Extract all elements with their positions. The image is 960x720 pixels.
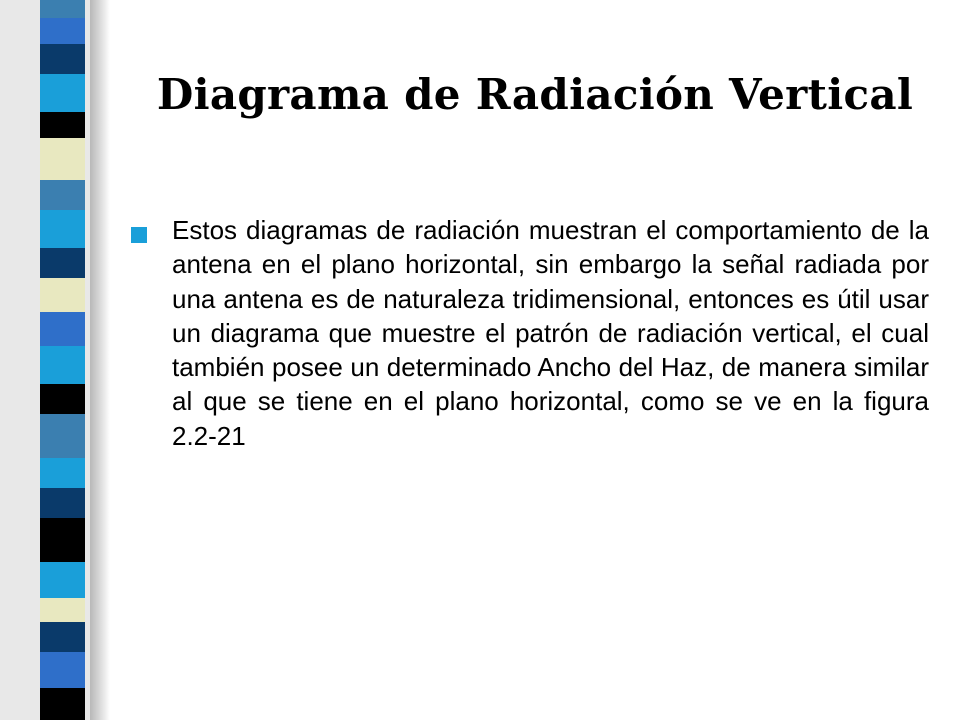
band-block xyxy=(40,180,85,210)
band-block xyxy=(40,278,85,312)
bullet-text: Estos diagramas de radiación muestran el comportamiento de la antena en el plano horizontal, sin embargo la señal radiada por una antena es de naturaleza tridimensional, entonces es útil usar un diagrama que muestre el patrón de radiación vertical, el cual también posee un determinado Ancho del Haz, de manera similar al que se tiene en el plano horizontal, como se ve en la figura 2.2-21 xyxy=(172,215,929,451)
band-block xyxy=(40,598,85,622)
band-block xyxy=(40,346,85,384)
slide-title: Diagrama de Radiación Vertical xyxy=(156,70,914,119)
band-block xyxy=(40,688,85,720)
band-block xyxy=(40,210,85,248)
decorative-left-band xyxy=(0,0,110,720)
band-block xyxy=(40,652,85,688)
band-block xyxy=(40,562,85,598)
band-block xyxy=(40,518,85,562)
band-block xyxy=(40,458,85,488)
band-block xyxy=(40,414,85,458)
band-block xyxy=(40,44,85,74)
band-block xyxy=(40,248,85,278)
band-block xyxy=(40,622,85,652)
band-block xyxy=(40,138,85,180)
band-block xyxy=(40,312,85,346)
band-block xyxy=(40,74,85,112)
band-shadow xyxy=(90,0,110,720)
band-block xyxy=(40,384,85,414)
square-bullet-icon xyxy=(131,227,147,243)
bullet-item xyxy=(131,213,929,453)
band-block xyxy=(40,0,85,18)
band-block xyxy=(40,488,85,518)
slide-content xyxy=(131,213,929,453)
band-block xyxy=(40,18,85,44)
band-block xyxy=(40,112,85,138)
